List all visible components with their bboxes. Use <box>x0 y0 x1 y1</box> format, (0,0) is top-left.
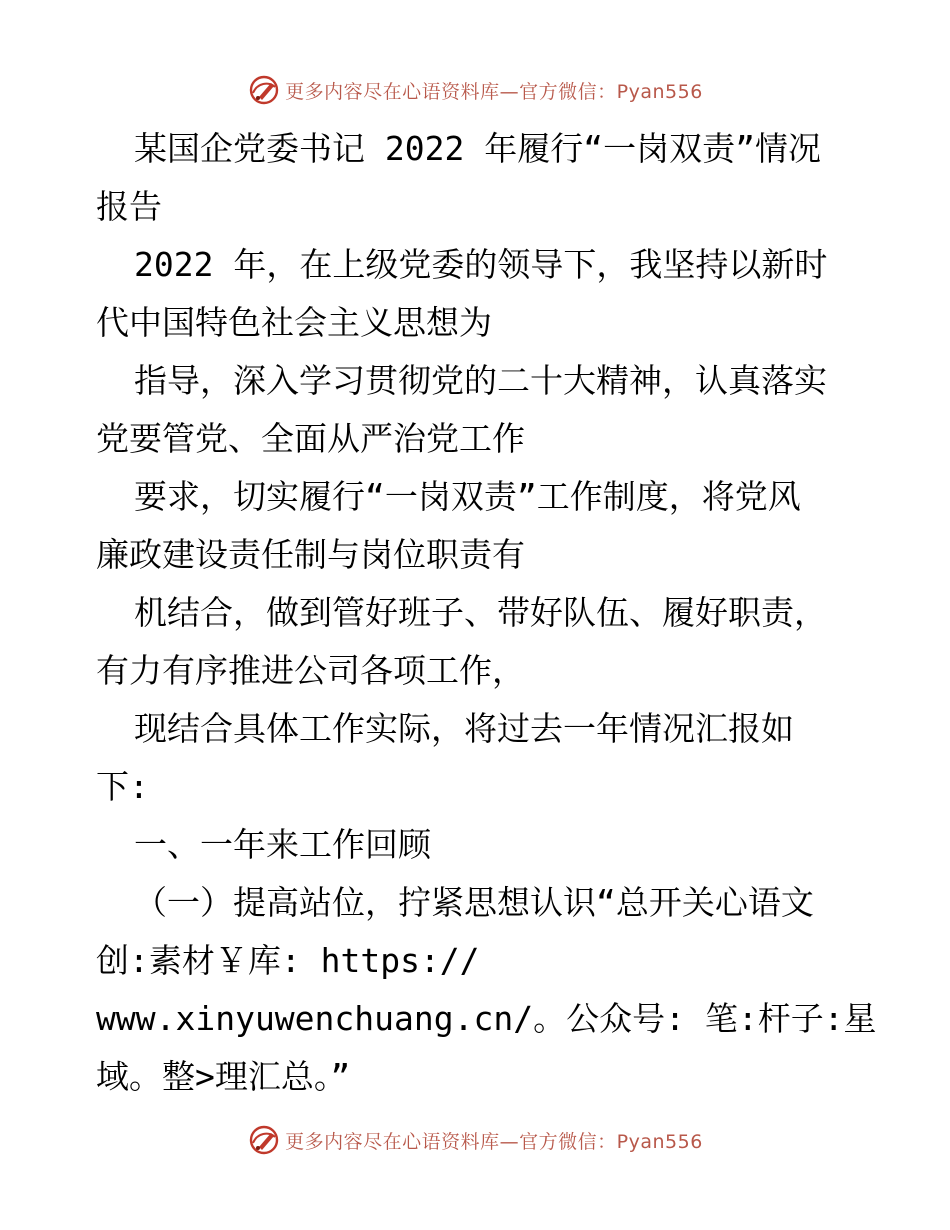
title-line-1: 某国企党委书记 2022 年履行“一岗双责”情况 <box>134 129 821 168</box>
title-line-2: 报告 <box>96 187 162 226</box>
section-heading: 一、一年来工作回顾 <box>134 825 431 864</box>
paragraph-line: 下: <box>96 767 149 806</box>
paragraph-line: 2022 年，在上级党委的领导下，我坚持以新时 <box>134 245 828 284</box>
paragraph-line: 现结合具体工作实际，将过去一年情况汇报如 <box>134 709 794 748</box>
document-body <box>96 120 877 1106</box>
paragraph-line: 域。整>理汇总。” <box>96 1057 351 1096</box>
paragraph-line: 廉政建设责任制与岗位职责有 <box>96 535 525 574</box>
paragraph-line: 有力有序推进公司各项工作， <box>96 651 525 690</box>
paragraph-line: 指导，深入学习贯彻党的二十大精神，认真落实 <box>134 361 827 400</box>
header-watermark-text: 更多内容尽在心语资料库—官方微信：Pyan556 <box>285 80 703 103</box>
paragraph-line: 要求，切实履行“一岗双责”工作制度，将党风 <box>134 477 801 516</box>
paragraph-line: 创:素材￥库: https:// <box>96 941 480 980</box>
red-pen-swirl-logo-icon <box>247 1123 281 1157</box>
subsection-heading: （一）提高站位，拧紧思想认识“总开关心语文 <box>134 883 814 922</box>
red-pen-swirl-logo-icon <box>247 73 281 107</box>
header-watermark-banner <box>0 70 950 110</box>
paragraph-line: 代中国特色社会主义思想为 <box>96 303 492 342</box>
footer-watermark-text: 更多内容尽在心语资料库—官方微信：Pyan556 <box>285 1130 703 1153</box>
paragraph-line: 党要管党、全面从严治党工作 <box>96 419 525 458</box>
paragraph-line: 机结合，做到管好班子、带好队伍、履好职责， <box>134 593 827 632</box>
paragraph-line: www.xinyuwenchuang.cn/。公众号: 笔:杆子:星 <box>96 999 877 1038</box>
footer-watermark-banner <box>0 1120 950 1160</box>
